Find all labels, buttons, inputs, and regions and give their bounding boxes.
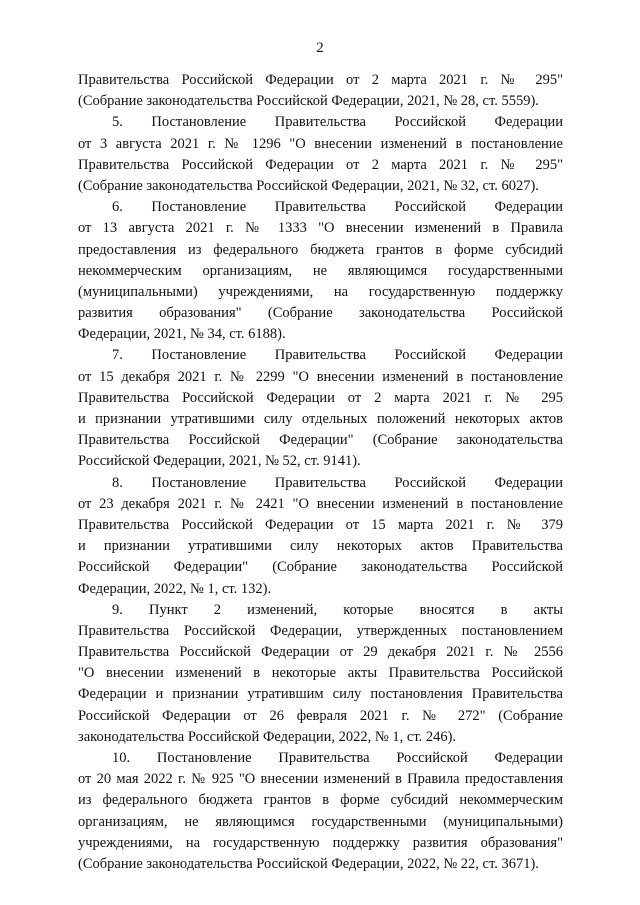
text-line: (Собрание законодательства Российской Федерации, 2021, № 32, ст. 6027). [78,177,539,194]
text-line: Правительства Российской Федерации" (Собрание законодательства [78,432,563,449]
text-line: и признании утратившими силу некоторых актов Правительства [78,538,563,555]
text-line: 5. Постановление Правительства Российской Федерации [112,114,563,131]
text-line: (Собрание законодательства Российской Федерации, 2021, № 28, ст. 5559). [78,93,539,110]
text-line: от 20 мая 2022 г. № 925 "О внесении изменений в Правила предоставления [78,771,563,788]
document-body [78,70,563,875]
text-line: Правительства Российской Федерации, утвержденных постановлением [78,622,563,639]
text-line: Федерации, 2022, № 1, ст. 132). [78,580,272,597]
text-line: от 13 августа 2021 г. № 1333 "О внесении изменений в Правила [78,220,563,237]
text-line: предоставления из федерального бюджета грантов в форме субсидий [78,241,563,258]
text-line: Федерации, 2021, № 34, ст. 6188). [78,326,286,343]
text-line: Российской Федерации от 26 февраля 2021 г. № 272" (Собрание [78,707,563,724]
text-line: 8. Постановление Правительства Российской Федерации [112,474,563,491]
text-line: законодательства Российской Федерации, 2022, № 1, ст. 246). [78,728,457,745]
text-line: Российской Федерации, 2021, № 52, ст. 9141). [78,453,361,470]
text-line: учреждениями, на государственную поддержку развития образования" [78,834,563,851]
text-line: организациям, не являющимся государственными (муниципальными) [78,813,563,830]
text-line: Правительства Российской Федерации от 15 марта 2021 г. № 379 [78,516,563,533]
text-line: Правительства Российской Федерации от 2 марта 2021 г. № 295" [78,156,563,173]
text-line: некоммерческим организациям, не являющимся государственными [78,262,563,279]
text-line: Правительства Российской Федерации от 2 марта 2021 г. № 295 [78,389,563,406]
text-line: 10. Постановление Правительства Российской Федерации [112,750,563,766]
text-line: от 23 декабря 2021 г. № 2421 "О внесении изменений в постановление [78,495,563,512]
text-line: от 15 декабря 2021 г. № 2299 "О внесении изменений в постановление [78,368,563,385]
text-line: из федерального бюджета грантов в форме субсидий некоммерческим [78,792,563,809]
text-line: Правительства Российской Федерации от 2 марта 2021 г. № 295" [78,72,563,88]
text-line: (Собрание законодательства Российской Федерации, 2022, № 22, ст. 3671). [78,855,539,872]
text-line: Федерации и признании утратившим силу постановления Правительства [78,686,563,703]
text-line: от 3 августа 2021 г. № 1296 "О внесении изменений в постановление [78,135,563,152]
text-line: Правительства Российской Федерации от 29 декабря 2021 г. № 2556 [78,644,563,661]
page-number: 2 [316,40,324,56]
text-line: "О внесении изменений в некоторые акты Правительства Российской [78,665,563,682]
text-line: 9. Пункт 2 изменений, которые вносятся в акты [112,601,563,618]
text-line: 7. Постановление Правительства Российской Федерации [112,347,563,364]
text-line: и признании утратившими силу отдельных положений некоторых актов [78,411,563,427]
text-line: (муниципальными) учреждениями, на государственную поддержку [78,283,563,300]
text-line: Российской Федерации" (Собрание законодательства Российской [78,559,563,576]
text-line: 6. Постановление Правительства Российской Федерации [112,199,563,216]
text-line: развития образования" (Собрание законодательства Российской [78,305,563,322]
